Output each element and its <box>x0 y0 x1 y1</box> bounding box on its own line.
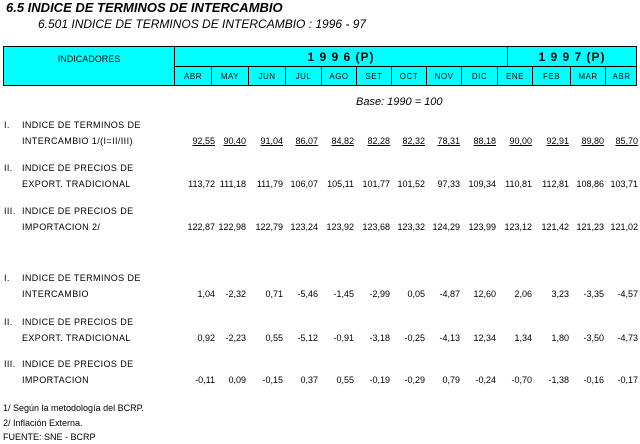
value-cell: -3,50 <box>583 333 604 343</box>
value-cell: 0,37 <box>300 375 318 385</box>
header-month: ENE <box>498 67 533 85</box>
value-cell: 124,29 <box>432 222 460 232</box>
value-cell: -0,70 <box>511 375 532 385</box>
value-cell: 12,60 <box>473 289 496 299</box>
value-cell: 1,80 <box>551 333 569 343</box>
footnote-source: FUENTE: SNE - BCRP <box>3 432 96 442</box>
header-month: OCT <box>392 67 427 85</box>
row-number: I. <box>4 120 10 130</box>
header-month: FEB <box>533 67 571 85</box>
value-cell: -0,17 <box>617 375 638 385</box>
row-label-line1: INDICE DE PRECIOS DE <box>22 206 134 216</box>
value-cell: -4,73 <box>617 333 638 343</box>
value-cell: 108,86 <box>576 179 604 189</box>
value-cell: 123,32 <box>397 222 425 232</box>
header-month: MAR <box>571 67 606 85</box>
value-cell: -1,38 <box>548 375 569 385</box>
value-cell: 101,52 <box>397 179 425 189</box>
header-month: SET <box>357 67 392 85</box>
value-cell: 0,71 <box>265 289 283 299</box>
value-cell: 92,55 <box>192 136 215 146</box>
value-cell: -3,18 <box>369 333 390 343</box>
value-cell: 90,40 <box>223 136 246 146</box>
row-number: III. <box>4 206 16 216</box>
value-cell: 105,11 <box>327 179 354 189</box>
row-label-line1: INDICE DE PRECIOS DE <box>22 163 134 173</box>
header-month: AGO <box>322 67 357 85</box>
row-number: I. <box>4 273 10 283</box>
row-label-line2: EXPORT. TRADICIONAL <box>22 179 131 189</box>
value-cell: 84,82 <box>331 136 354 146</box>
value-cell: 121,02 <box>610 222 638 232</box>
value-cell: 97,33 <box>437 179 460 189</box>
document-title: 6.5 INDICE DE TERMINOS DE INTERCAMBIO <box>6 0 283 15</box>
value-cell: 12,34 <box>473 333 496 343</box>
header-month: DIC <box>462 67 498 85</box>
value-cell: 2,06 <box>514 289 532 299</box>
footnote-1: 1/ Según la metodología del BCRP. <box>3 403 144 413</box>
header-month: NOV <box>427 67 462 85</box>
value-cell: 122,87 <box>187 222 215 232</box>
header-year-1996: 1 9 9 6 (P) <box>175 47 508 67</box>
header-month: ABR <box>175 67 212 85</box>
table-subtitle: 6.501 INDICE DE TERMINOS DE INTERCAMBIO : 1996 - 97 <box>38 17 367 31</box>
value-cell: 82,32 <box>402 136 425 146</box>
value-cell: -0,11 <box>195 375 215 385</box>
value-cell: -0,19 <box>369 375 390 385</box>
value-cell: 0,92 <box>197 333 215 343</box>
value-cell: 0,05 <box>407 289 425 299</box>
value-cell: -0,24 <box>475 375 496 385</box>
value-cell: -5,12 <box>297 333 318 343</box>
value-cell: 1,04 <box>197 289 215 299</box>
row-label-line1: INDICE DE TERMINOS DE <box>22 120 141 130</box>
row-label-line2: INTERCAMBIO 1/(I=II/III) <box>22 136 133 146</box>
value-cell: 0,79 <box>442 375 460 385</box>
value-cell: 121,23 <box>576 222 604 232</box>
value-cell: 3,23 <box>551 289 569 299</box>
value-cell: 112,81 <box>542 179 569 189</box>
value-cell: 123,12 <box>504 222 532 232</box>
value-cell: 82,28 <box>367 136 390 146</box>
value-cell: 0,09 <box>228 375 246 385</box>
header-month: JUN <box>249 67 286 85</box>
value-cell: 0,55 <box>265 333 283 343</box>
value-cell: 78,31 <box>437 136 460 146</box>
value-cell: 90,00 <box>509 136 532 146</box>
value-cell: 92,91 <box>546 136 569 146</box>
row-label-line1: INDICE DE PRECIOS DE <box>22 359 134 369</box>
value-cell: 89,80 <box>581 136 604 146</box>
value-cell: 88,18 <box>473 136 496 146</box>
value-cell: 109,34 <box>468 179 496 189</box>
value-cell: 122,79 <box>255 222 283 232</box>
row-number: II. <box>4 163 13 173</box>
value-cell: 122,98 <box>218 222 246 232</box>
value-cell: -3,35 <box>583 289 604 299</box>
value-cell: -4,57 <box>617 289 638 299</box>
value-cell: -0,29 <box>404 375 425 385</box>
row-label-line2: IMPORTACION <box>22 375 90 385</box>
value-cell: -0,25 <box>404 333 425 343</box>
row-label-line1: INDICE DE PRECIOS DE <box>22 317 134 327</box>
value-cell: -0,15 <box>262 375 283 385</box>
value-cell: 111,79 <box>256 179 283 189</box>
value-cell: -1,45 <box>333 289 354 299</box>
value-cell: -4,87 <box>439 289 460 299</box>
value-cell: 123,92 <box>326 222 354 232</box>
base-note: Base: 1990 = 100 <box>356 96 443 108</box>
header-indicadores: INDICADORES <box>4 47 175 85</box>
row-number: III. <box>4 359 16 369</box>
value-cell: 121,42 <box>541 222 569 232</box>
header-year-1997: 1 9 9 7 (P) <box>508 47 636 67</box>
value-cell: 106,07 <box>290 179 318 189</box>
value-cell: -2,99 <box>369 289 390 299</box>
value-cell: 123,68 <box>362 222 390 232</box>
value-cell: -4,13 <box>439 333 460 343</box>
value-cell: -0,91 <box>333 333 354 343</box>
value-cell: 111,18 <box>219 179 246 189</box>
header-month: JUL <box>286 67 322 85</box>
table-header <box>3 46 637 86</box>
value-cell: -2,23 <box>225 333 246 343</box>
row-label-line1: INDICE DE TERMINOS DE <box>22 273 141 283</box>
header-month: MAY <box>212 67 249 85</box>
value-cell: -5,46 <box>297 289 318 299</box>
value-cell: 110,81 <box>505 179 532 189</box>
row-label-line2: INTERCAMBIO <box>22 289 89 299</box>
row-label-line2: IMPORTACION 2/ <box>22 222 101 232</box>
footnote-2: 2/ Inflación Externa. <box>3 418 83 428</box>
value-cell: 85,70 <box>615 136 638 146</box>
row-number: II. <box>4 317 13 327</box>
value-cell: 103,71 <box>610 179 638 189</box>
value-cell: 101,77 <box>362 179 390 189</box>
value-cell: 113,72 <box>188 179 215 189</box>
row-label-line2: EXPORT. TRADICIONAL <box>22 333 131 343</box>
value-cell: 86,07 <box>295 136 318 146</box>
header-month: ABR <box>612 71 631 81</box>
value-cell: 0,55 <box>336 375 354 385</box>
value-cell: 123,99 <box>468 222 496 232</box>
value-cell: -2,32 <box>225 289 246 299</box>
value-cell: -0,16 <box>583 375 604 385</box>
value-cell: 91,04 <box>260 136 283 146</box>
value-cell: 123,24 <box>290 222 318 232</box>
value-cell: 1,34 <box>514 333 532 343</box>
